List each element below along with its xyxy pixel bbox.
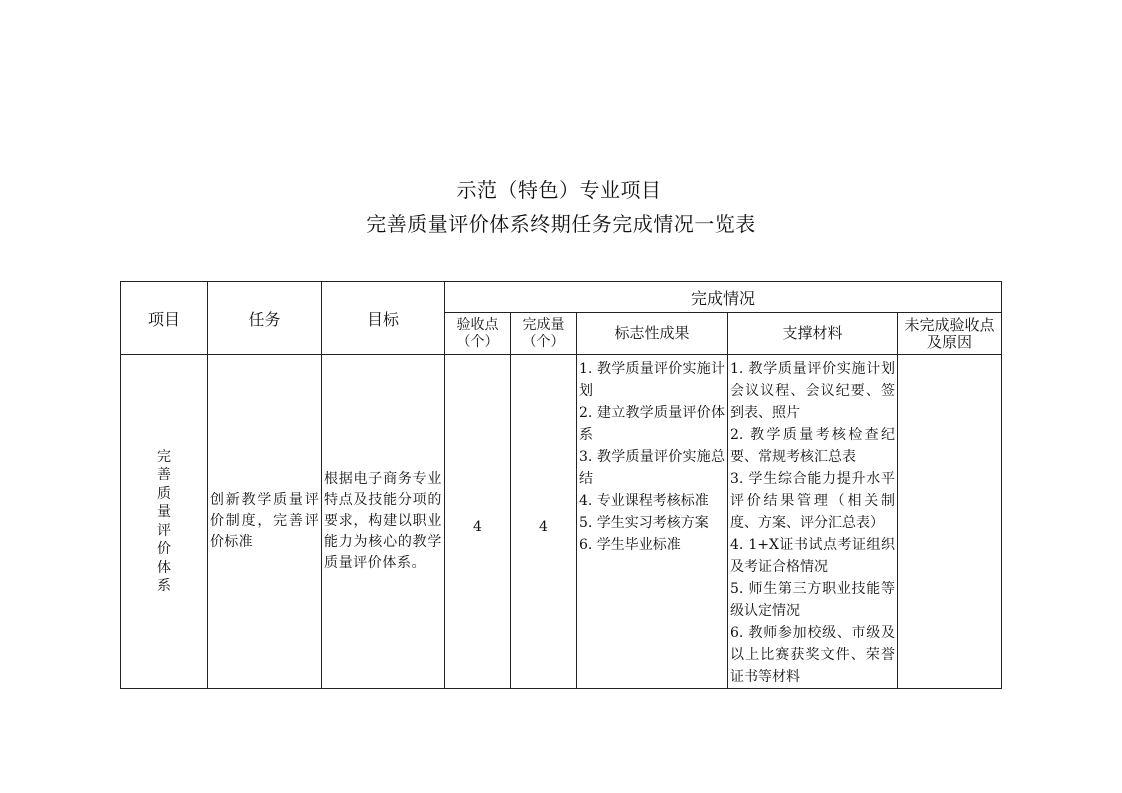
cell-acceptance-points: 4: [445, 355, 511, 689]
cell-project-text: 完善质量评价体系: [157, 448, 171, 594]
document-subtitle: 完善质量评价体系终期任务完成情况一览表: [366, 212, 756, 236]
cell-support-materials: [728, 355, 898, 689]
completion-table: [120, 281, 1002, 689]
cell-target: 根据电子商务专业特点及技能分项的要求，构建以职业能力为核心的教学质量评价体系。: [322, 355, 445, 689]
landmark-result-item: 5. 学生实习考核方案: [579, 515, 709, 531]
document-title: 示范（特色）专业项目: [456, 178, 662, 202]
support-material-item: 3. 学生综合能力提升水平评价结果管理（相关制度、方案、评分汇总表）: [730, 471, 895, 531]
landmark-result-item: 3. 教学质量评价实施总结: [579, 449, 725, 487]
header-landmark-results: 标志性成果: [577, 313, 728, 355]
cell-task: 创新教学质量评价制度，完善评价标准: [208, 355, 322, 689]
cell-incomplete-reasons: [898, 355, 1002, 689]
support-material-item: 1. 教学质量评价实施计划会议议程、会议纪要、签到表、照片: [730, 361, 895, 421]
header-acceptance-points: 验收点（个）: [445, 313, 511, 355]
header-target: 目标: [322, 282, 445, 355]
table-row: [121, 355, 1002, 689]
header-project: 项目: [121, 282, 208, 355]
cell-completed-count: 4: [511, 355, 577, 689]
cell-landmark-results: [577, 355, 728, 689]
landmark-result-item: 4. 专业课程考核标准: [579, 493, 709, 509]
header-completion: 完成情况: [445, 282, 1002, 313]
header-task: 任务: [208, 282, 322, 355]
header-completed-count: 完成量（个）: [511, 313, 577, 355]
support-material-item: 6. 教师参加校级、市级及以上比赛获奖文件、荣誉证书等材料: [730, 625, 895, 685]
header-support-materials: 支撑材料: [728, 313, 898, 355]
support-material-item: 4. 1+X证书试点考证组织及考证合格情况: [730, 537, 895, 575]
cell-project: [121, 355, 208, 689]
landmark-result-item: 1. 教学质量评价实施计划: [579, 361, 725, 399]
header-row-1: [121, 282, 1002, 313]
support-material-item: 5. 师生第三方职业技能等级认定情况: [730, 581, 895, 619]
landmark-result-item: 6. 学生毕业标准: [579, 537, 681, 553]
support-material-item: 2. 教学质量考核检查纪要、常规考核汇总表: [730, 427, 895, 465]
header-incomplete-reasons: 未完成验收点及原因: [898, 313, 1002, 355]
landmark-result-item: 2. 建立教学质量评价体系: [579, 405, 725, 443]
